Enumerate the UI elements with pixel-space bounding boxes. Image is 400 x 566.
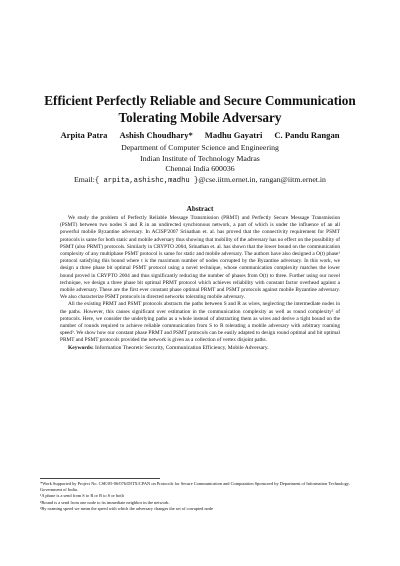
- email-line: [40, 175, 360, 187]
- footnote: ³By roaming speed we mean the speed with which the adversary changes the set of corrupted node: [40, 506, 213, 512]
- paper-title: Efficient Perfectly Reliable and Secure Communication Tolerating Mobile Adversary: [44, 93, 356, 125]
- affiliation-line: Chennai India 600036: [165, 164, 235, 174]
- abstract-paragraph: All the existing PRMT and PSMT protocols abstracts the paths between S and R as wires, neglecting the intermediate nodes in the paths. However, this causes significant over estimation in the communication complexity as well as round complexity² of protocols. Here, we consider the underlying paths as a whole instead of abstracting them as wires and derive a tight bound on the number of rounds required to achieve reliable communication from S to R tolerating a mobile adversary with arbitrary roaming speed³. We show how our constant phase PRMT and PSMT protocols can be easily adapted to design round optimal and bit optimal PRMT and PSMT protocols provided the network is given as a collection of vertex disjoint paths.: [60, 301, 340, 344]
- keywords-label: Keywords:: [68, 344, 94, 351]
- abstract-heading: Abstract: [186, 205, 214, 213]
- footnote: ²Round is a send from one node to its immediate neighbor in the network.: [40, 499, 170, 505]
- keywords-line: [60, 345, 340, 352]
- author-name: Madhu Gayatri: [204, 130, 263, 140]
- affiliation-block: [40, 143, 360, 186]
- affiliation-line: Indian Institute of Technology Madras: [140, 153, 260, 163]
- author-list: [20, 130, 380, 140]
- affiliation-line: Department of Computer Science and Engineering: [121, 143, 279, 152]
- keywords-text: Information Theoretic Security, Communication Efficiency, Mobile Adversary.: [95, 344, 269, 351]
- email-users: { arpita,ashishc,madhu }: [94, 176, 199, 185]
- footnotes: [40, 478, 360, 513]
- author-name: Arpita Patra: [60, 130, 108, 140]
- footnote: *Work Supported by Project No. CSE/05-06/076/DITX/CPAN on Protocols for Secure Communication and Computation Sponsored by Department of Information Technology, Government of India.: [40, 481, 350, 492]
- author-name: Ashish Choudhary*: [119, 130, 193, 140]
- abstract-paragraph: We study the problem of Perfectly Reliable Message Transmission (PRMT) and Perfectly Secure Message Transmission (PSMT) between two nodes S and R in an undirected synchronous network, a part of which is under the influence of an all powerful mobile Byzantine adversary. In ACISP'2007 Srinathan et. al. has proved that the connectivity requirement for PSMT protocols is same for both static and mobile adversary thus showing that mobility of the adversary has no effect on the possibility of PSMT (also PRMT) protocols. Similarly in CRYPTO 2004, Srinathan et. al. has shown that the lower bound on the communication complexity of any multiphase PSMT protocol is same for static and mobile adversary. The authors have also designed a O(t) phase¹ protocol satisfying this bound where t is the maximum number of nodes corrupted by the Byzantine adversary. In this work, we design a three phase bit optimal PSMT protocol using a novel technique, whose communication complexity matches the lower bound proved in CRYPTO 2004 and thus significantly reducing the number of phases from O(t) to three. Further using our novel technique, we design a three phase bit optimal PRMT protocol which achieves reliability with constant factor overhead against a mobile adversary. These are the first ever constant phase optimal PRMT and PSMT protocols against mobile Byzantine adversary. We also characterize PSMT protocols in directed networks tolerating mobile adversary.: [60, 215, 340, 301]
- footnote: ¹A phase is a send from S to R or R to S or both: [40, 493, 124, 499]
- author-name: C. Pandu Rangan: [274, 130, 340, 140]
- abstract-body: [60, 215, 340, 352]
- email-label: Email:: [74, 174, 95, 184]
- email-domain: @cse.iitm.ernet.in, rangan@iitm.ernet.in: [198, 174, 326, 184]
- footnote-divider: [40, 478, 160, 479]
